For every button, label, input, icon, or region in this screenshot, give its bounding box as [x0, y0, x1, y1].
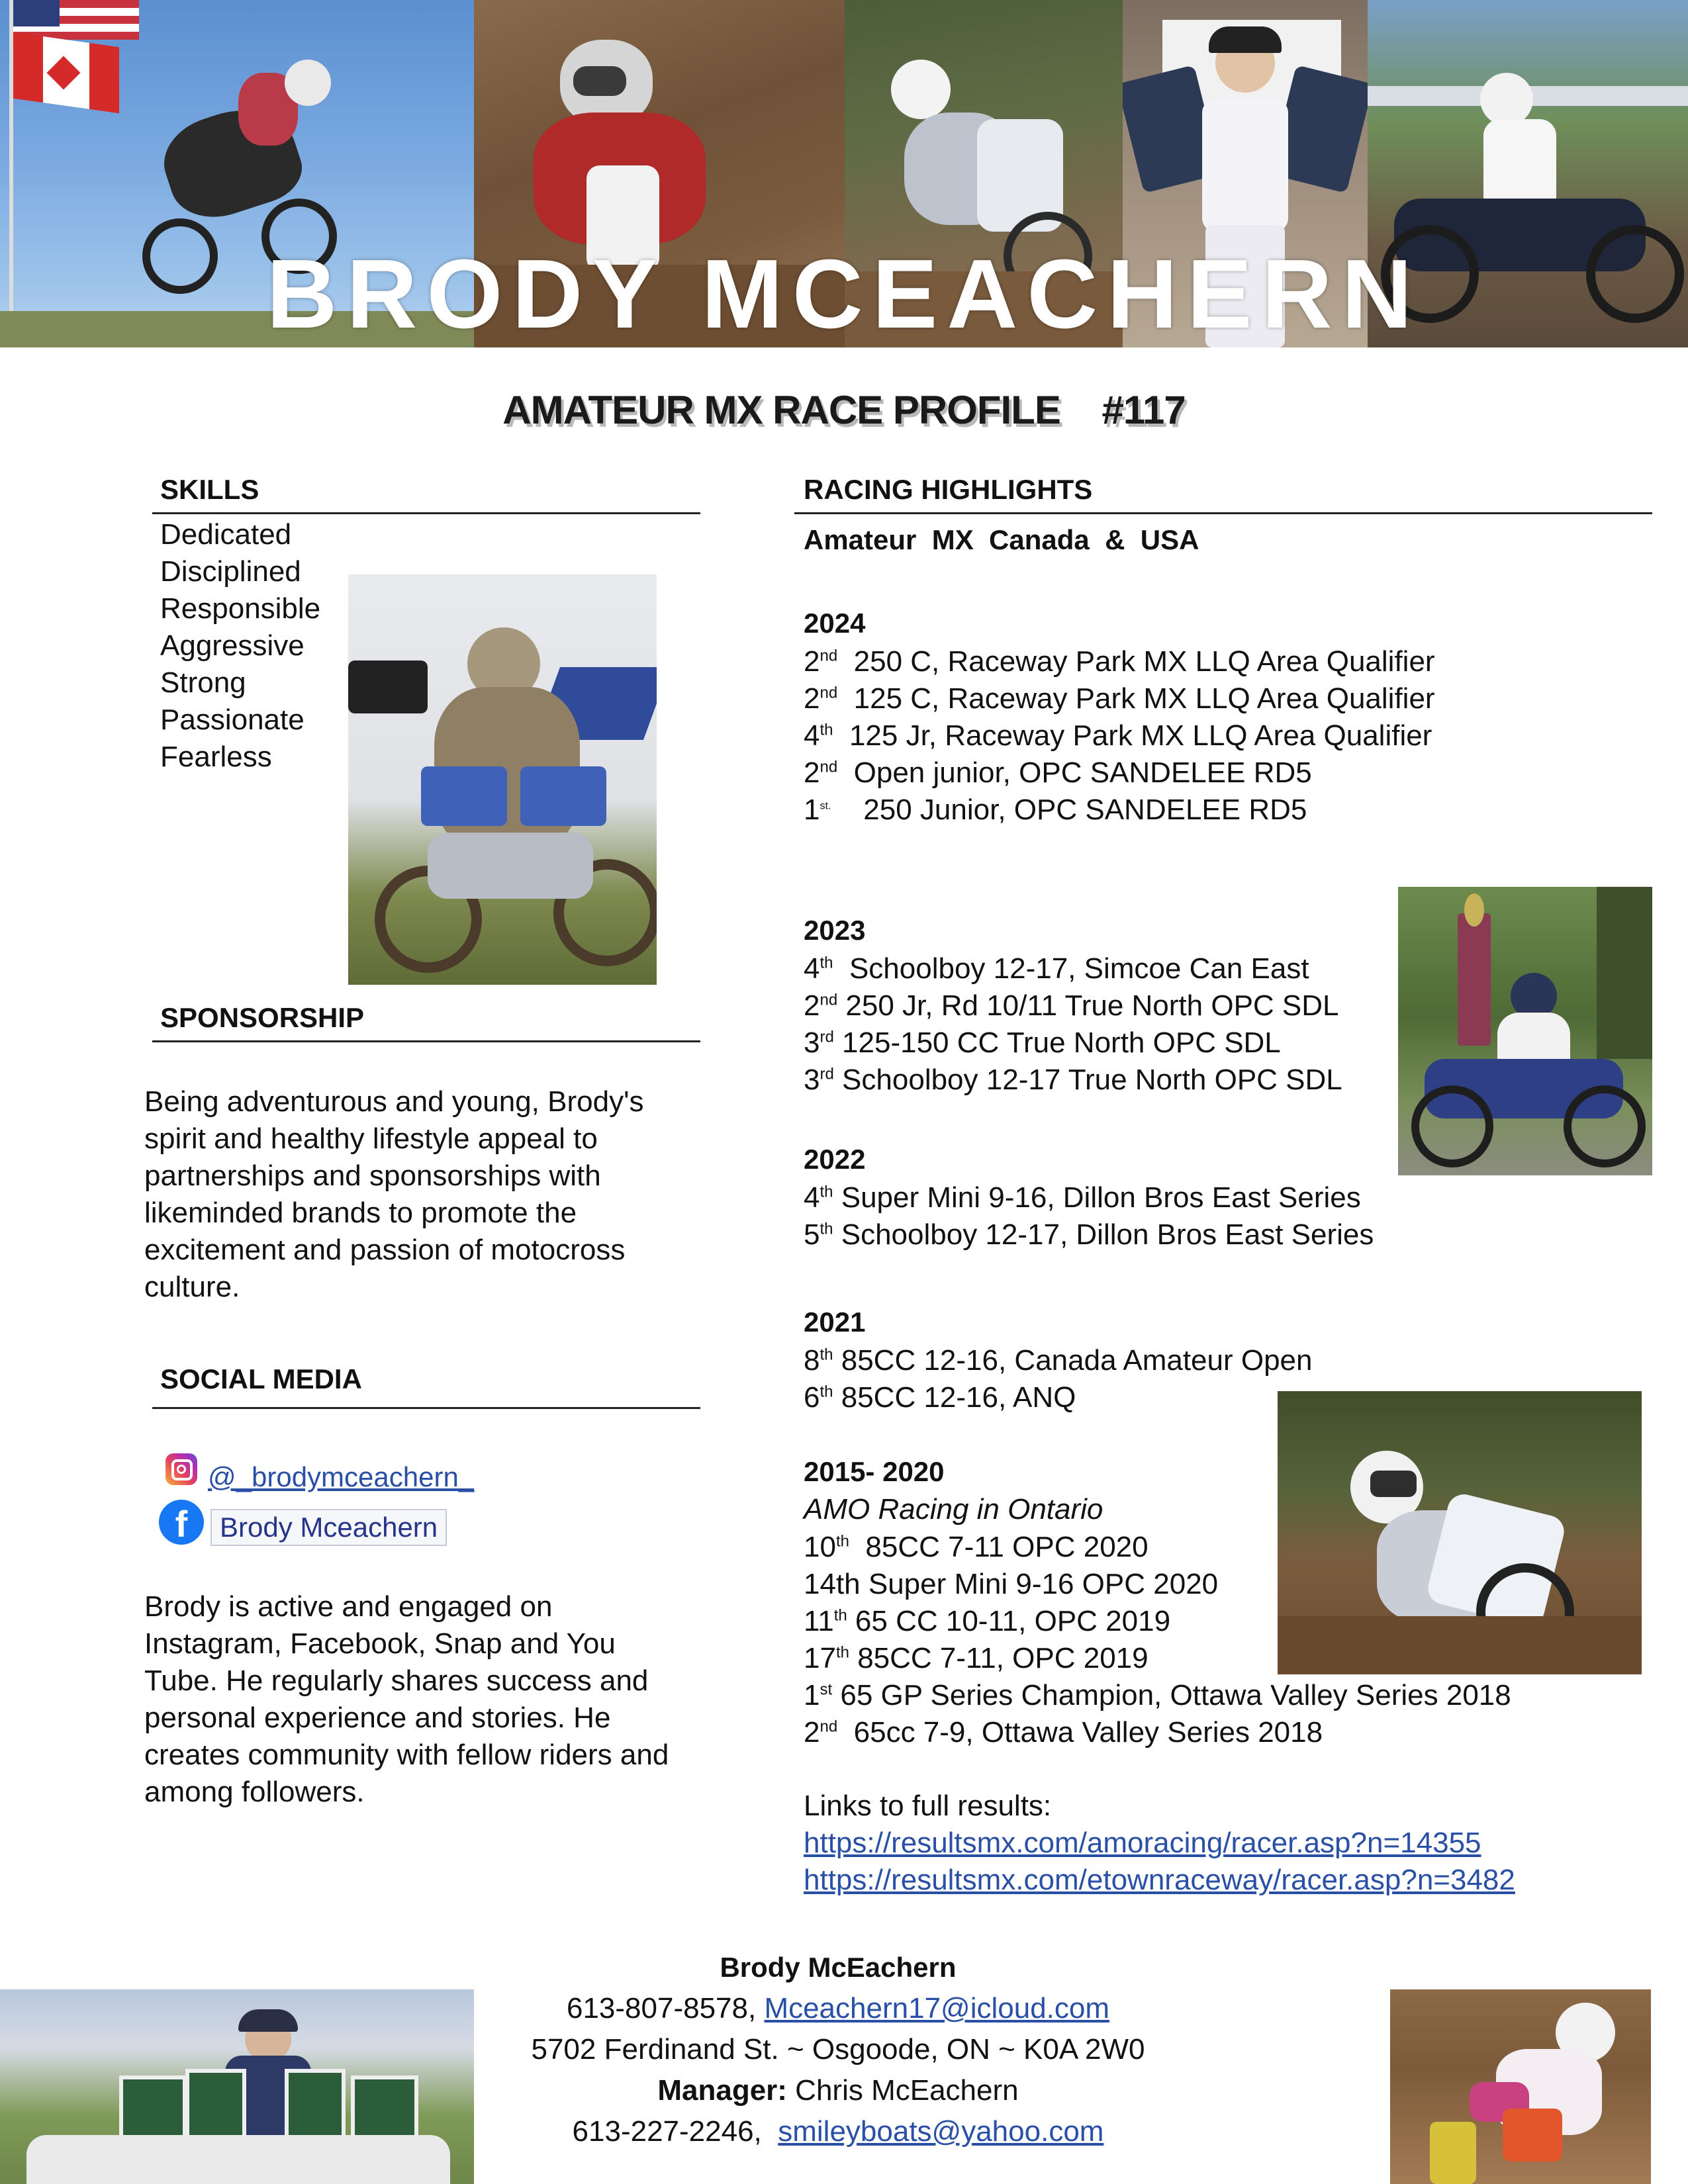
results-2015-2020 [804, 1529, 1511, 1751]
photo-footer-left [0, 1989, 474, 2184]
result-line: 6th 85CC 12-16, ANQ [804, 1381, 1076, 1414]
links-label: Links to full results: [804, 1790, 1052, 1822]
result-line: 4th 125 Jr, Raceway Park MX LLQ Area Qualifier [804, 719, 1432, 752]
sponsorship-heading: SPONSORSHIP [160, 1002, 365, 1033]
result-line: 2nd 65cc 7-9, Ottawa Valley Series 2018 [804, 1716, 1323, 1749]
email-link-manager[interactable]: smileyboats@yahoo.com [778, 2115, 1104, 2148]
skill-item: Responsible [160, 592, 321, 625]
results-2015-2020-subtitle: AMO Racing in Ontario [804, 1493, 1103, 1525]
result-line: 1st 65 GP Series Champion, Ottawa Valley Series 2018 [804, 1679, 1511, 1711]
instagram-icon[interactable] [165, 1453, 197, 1485]
social-media-text: Brody is active and engaged on Instagram, Facebook, Snap and You Tube. He regularly shares success and personal experience and stories. He creates community with fellow riders and among followers. [144, 1590, 669, 1808]
sponsorship-divider [152, 1040, 700, 1042]
year-heading: 2022 [804, 1144, 866, 1175]
result-line: 8th 85CC 12-16, Canada Amateur Open [804, 1344, 1313, 1377]
results-2021 [804, 1342, 1313, 1416]
contact-address: 5702 Ferdinand St. ~ Osgoode, ON ~ K0A 2W0 [531, 2033, 1145, 2066]
sponsorship-text: Being adventurous and young, Brody's spirit and healthy lifestyle appeal to partnerships and sponsorships with likeminded brands to promote the excitement and passion of motocross culture. [144, 1085, 644, 1303]
result-line: 17th 85CC 7-11, OPC 2019 [804, 1642, 1149, 1674]
contact-line-1: 613-807-8578, Mceachern17@icloud.com [566, 1992, 1110, 2025]
skills-heading: SKILLS [160, 474, 259, 505]
racing-highlights-divider [794, 512, 1652, 514]
results-2023 [804, 950, 1342, 1099]
contact-line-2: 613-227-2246, smileyboats@yahoo.com [572, 2115, 1104, 2148]
photo-footer-right [1390, 1989, 1651, 2184]
results-link-amoracing[interactable]: https://resultsmx.com/amoracing/racer.asp?n=14355 [804, 1827, 1481, 1859]
result-line: 3rd 125-150 CC True North OPC SDL [804, 1026, 1281, 1059]
photo-trophy-bike [1398, 887, 1652, 1175]
social-media-heading: SOCIAL MEDIA [160, 1363, 362, 1394]
results-link-etownraceway[interactable]: https://resultsmx.com/etownraceway/racer.asp?n=3482 [804, 1864, 1515, 1896]
result-line: 2nd 250 C, Raceway Park MX LLQ Area Qualifier [804, 645, 1435, 678]
result-line: 11th 65 CC 10-11, OPC 2019 [804, 1605, 1171, 1637]
result-line: 4th Schoolboy 12-17, Simcoe Can East [804, 952, 1309, 985]
year-heading: 2023 [804, 915, 866, 946]
profile-title: AMATEUR MX RACE PROFILE #117 [502, 388, 1186, 432]
skill-item: Dedicated [160, 518, 292, 551]
result-line: 2nd Open junior, OPC SANDELEE RD5 [804, 756, 1312, 789]
result-line: 10th 85CC 7-11 OPC 2020 [804, 1531, 1149, 1563]
contact-name: Brody McEachern [720, 1952, 957, 1983]
skills-list [160, 516, 320, 776]
result-line: 5th Schoolboy 12-17, Dillon Bros East Series [804, 1218, 1374, 1251]
results-2024 [804, 643, 1435, 829]
year-heading: 2021 [804, 1306, 866, 1338]
email-link-brody[interactable]: Mceachern17@icloud.com [764, 1992, 1110, 2025]
contact-block [474, 1947, 1202, 2152]
contact-manager: Manager: Chris McEachern [657, 2074, 1019, 2107]
year-heading: 2024 [804, 608, 866, 639]
skill-item: Strong [160, 666, 246, 699]
result-line: 2nd 125 C, Raceway Park MX LLQ Area Qualifier [804, 682, 1435, 715]
year-heading: 2015- 2020 [804, 1456, 945, 1487]
results-2022 [804, 1179, 1374, 1253]
facebook-name-link[interactable]: Brody Mceachern [211, 1509, 447, 1546]
result-line: $1^{st.}$ 250 Junior, OPC SANDELEE RD5 [804, 794, 1307, 826]
facebook-icon[interactable]: f [159, 1500, 204, 1545]
result-line: 2nd 250 Jr, Rd 10/11 True North OPC SDL [804, 989, 1339, 1022]
skills-divider [152, 512, 700, 514]
instagram-handle-link[interactable]: @_brodymceachern_ [208, 1461, 475, 1492]
skill-item: Disciplined [160, 555, 301, 588]
skill-item: Fearless [160, 741, 272, 773]
header-banner [0, 0, 1688, 347]
social-media-divider [152, 1407, 700, 1409]
result-line: 3rd Schoolboy 12-17 True North OPC SDL [804, 1064, 1342, 1096]
banner-title: BRODY MCEACHERN [266, 240, 1422, 347]
result-line: 14th Super Mini 9-16 OPC 2020 [804, 1568, 1219, 1600]
skill-item: Passionate [160, 704, 305, 736]
skill-item: Aggressive [160, 629, 305, 662]
result-line: 4th Super Mini 9-16, Dillon Bros East Series [804, 1181, 1361, 1214]
photo-muddy-rider [348, 574, 657, 985]
highlights-subtitle: Amateur MX Canada & USA [804, 524, 1199, 555]
racing-highlights-heading: RACING HIGHLIGHTS [804, 474, 1093, 505]
